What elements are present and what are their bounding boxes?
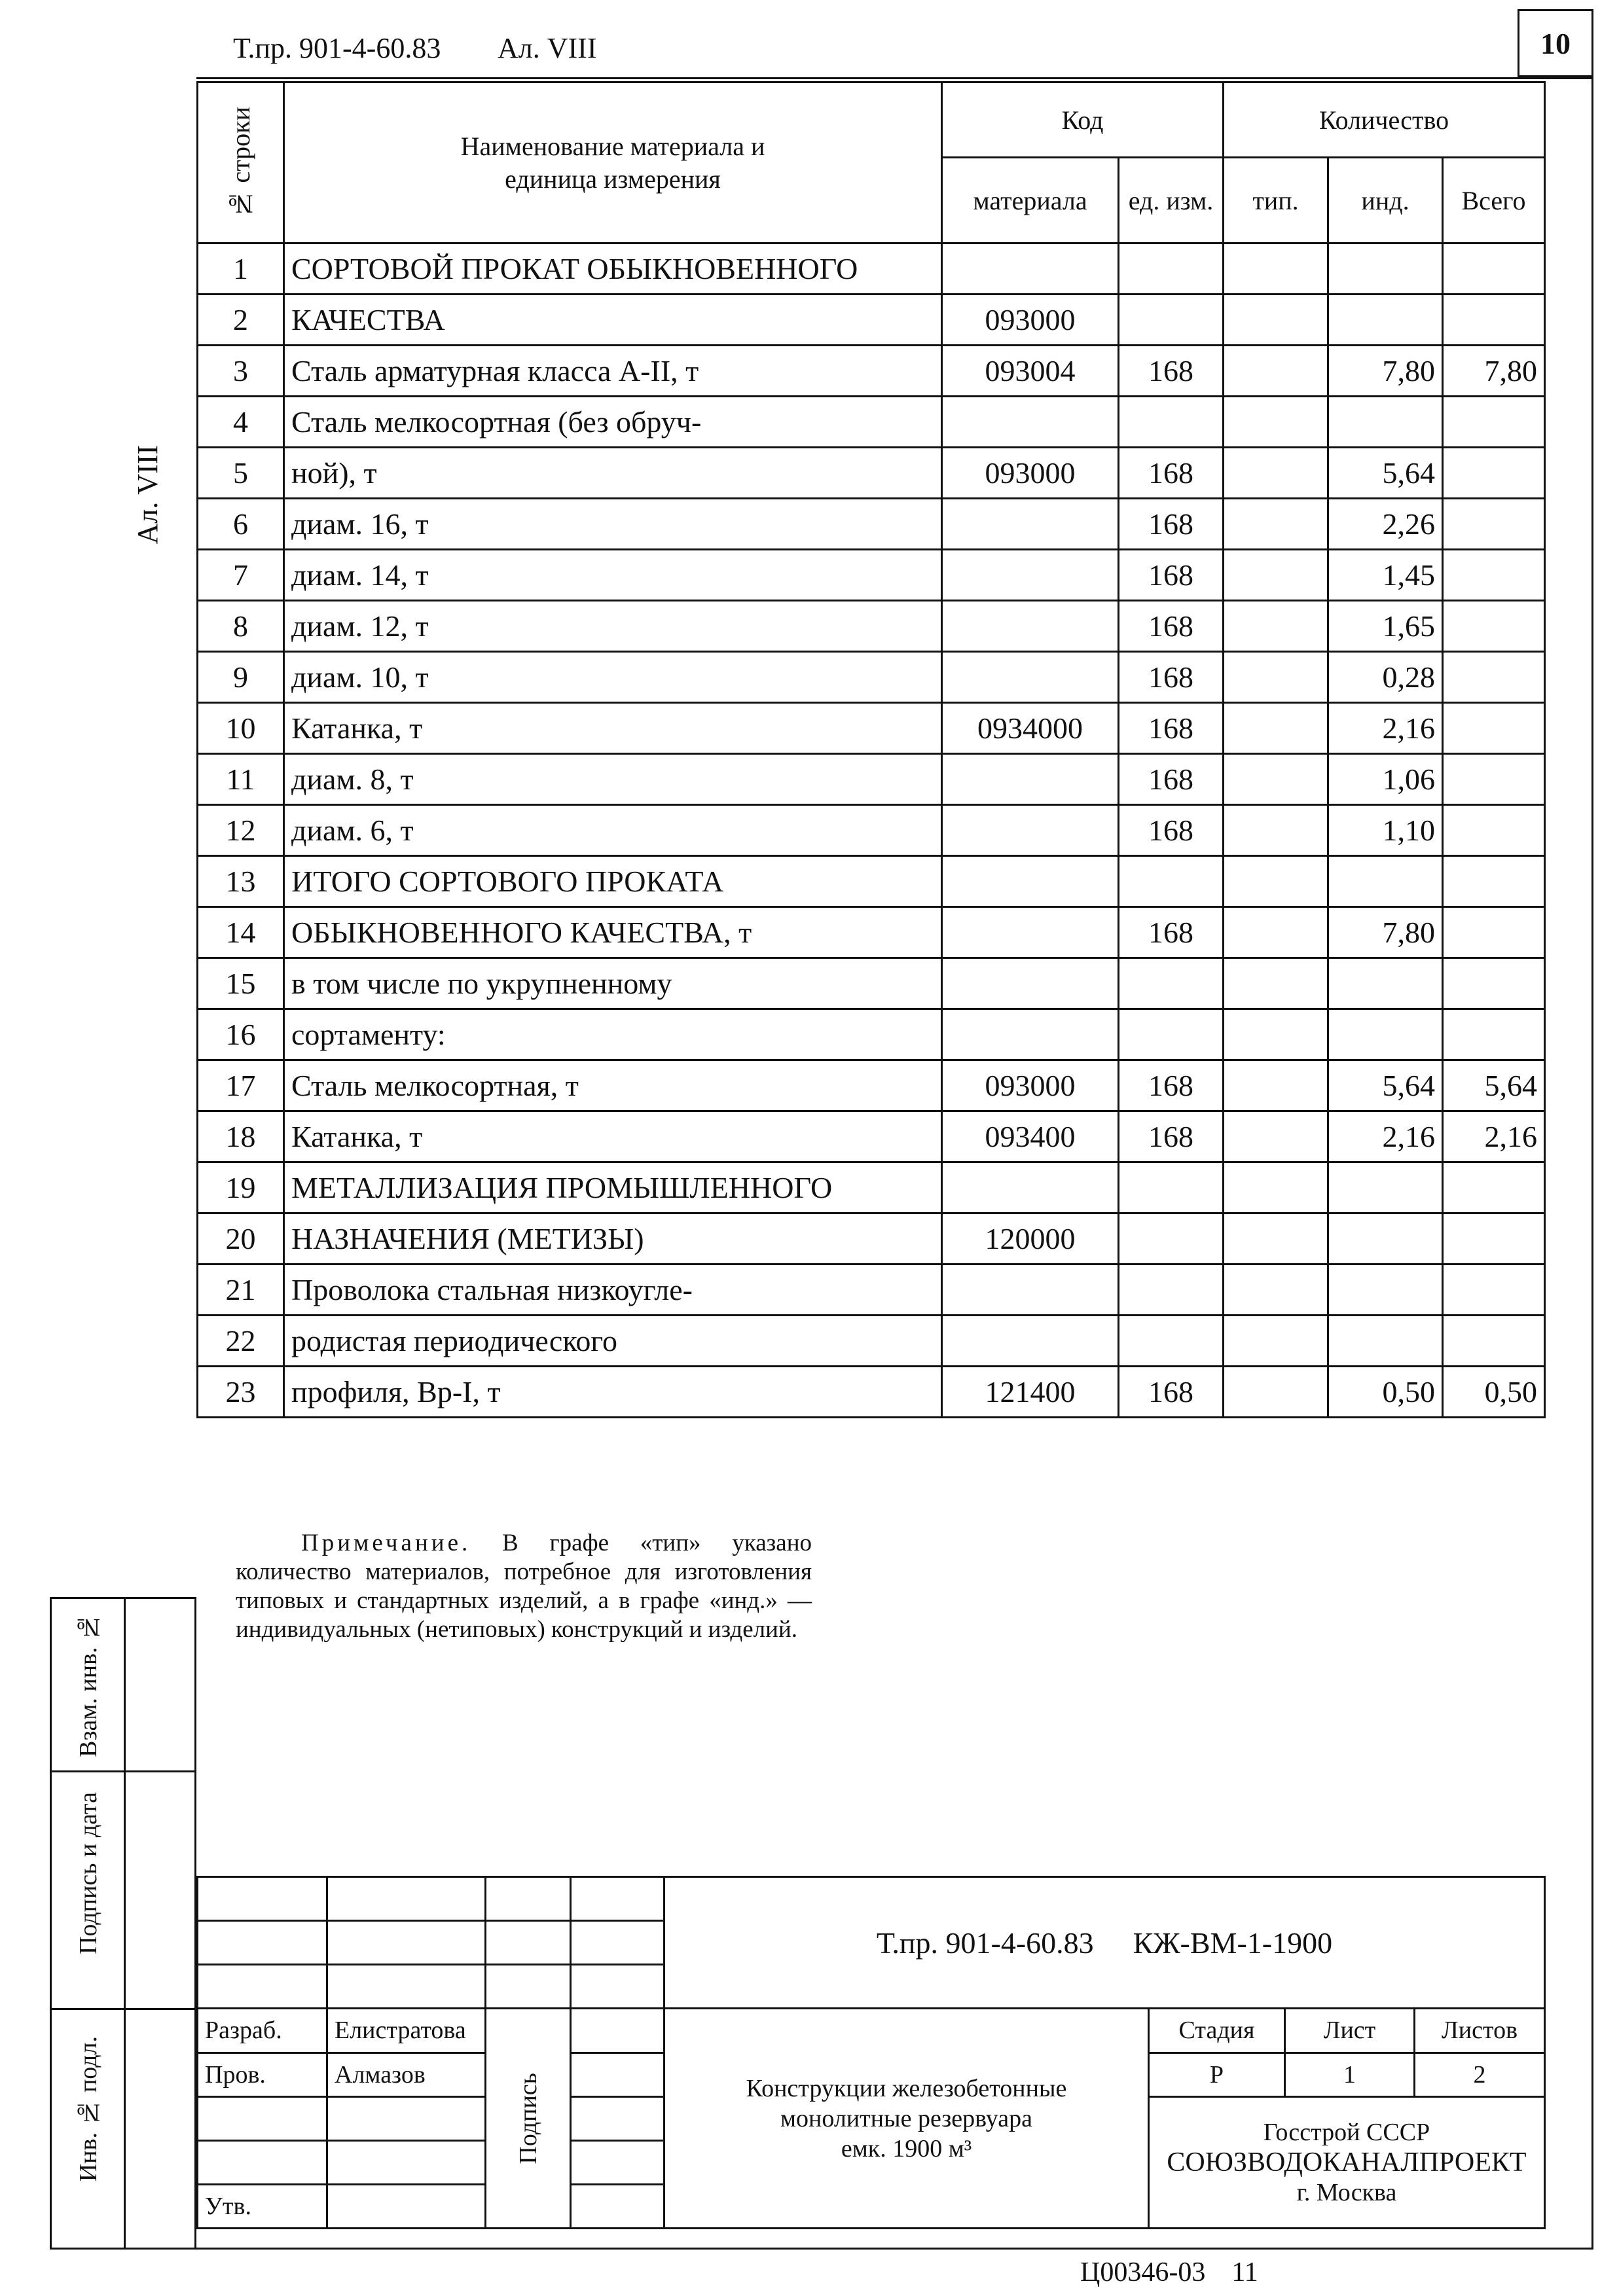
material-name: диам. 8, т (284, 754, 942, 805)
material-name: сортаменту: (284, 1009, 942, 1060)
qty-total (1443, 550, 1545, 601)
note-label: Примечание. (301, 1530, 471, 1556)
row-number: 22 (198, 1316, 284, 1367)
material-code (942, 1162, 1119, 1213)
row-number: 11 (198, 754, 284, 805)
original-inventory-label: Инв. № подл. (75, 2036, 102, 2182)
unit-code: 168 (1119, 805, 1224, 856)
unit-code: 168 (1119, 907, 1224, 958)
qty-ind: 5,64 (1328, 448, 1443, 499)
material-name: ОБЫКНОВЕННОГО КАЧЕСТВА, т (284, 907, 942, 958)
material-name: ной), т (284, 448, 942, 499)
qty-total: 7,80 (1443, 346, 1545, 397)
material-name: Катанка, т (284, 1111, 942, 1162)
qty-total (1443, 499, 1545, 550)
unit-code (1119, 856, 1224, 907)
qty-typ (1224, 1316, 1328, 1367)
stamp-sheet-code: КЖ-ВМ-1-1900 (1133, 1926, 1333, 1960)
sheets-label: Листов (1415, 2009, 1545, 2053)
qty-ind: 1,06 (1328, 754, 1443, 805)
unit-code: 168 (1119, 703, 1224, 754)
material-code (942, 601, 1119, 652)
material-code: 093000 (942, 295, 1119, 346)
unit-code: 168 (1119, 448, 1224, 499)
material-code (942, 1265, 1119, 1316)
qty-ind: 2,16 (1328, 1111, 1443, 1162)
exchange-inventory-label: Взам. инв. № (75, 1613, 102, 1757)
qty-ind: 1,10 (1328, 805, 1443, 856)
sign-date-label: Подпись и дата (75, 1792, 102, 1955)
unit-code (1119, 1316, 1224, 1367)
material-name: диам. 6, т (284, 805, 942, 856)
material-code (942, 1316, 1119, 1367)
qty-total (1443, 958, 1545, 1009)
frame-bottom-line (50, 2248, 1593, 2250)
material-name: родистая периодического (284, 1316, 942, 1367)
exchange-inventory-box (50, 1597, 196, 1772)
original-inventory-box (50, 2008, 196, 2250)
frame-right-line (1591, 9, 1593, 2248)
header-typ: тип. (1224, 158, 1328, 243)
qty-typ (1224, 754, 1328, 805)
unit-code: 168 (1119, 601, 1224, 652)
qty-ind (1328, 958, 1443, 1009)
table-row (198, 703, 1545, 754)
material-code: 093400 (942, 1111, 1119, 1162)
qty-ind: 7,80 (1328, 907, 1443, 958)
qty-total (1443, 295, 1545, 346)
table-row (198, 1213, 1545, 1265)
qty-typ (1224, 1367, 1328, 1418)
material-code: 0934000 (942, 703, 1119, 754)
title-block (196, 1876, 1546, 2229)
row-number: 5 (198, 448, 284, 499)
header-code: Код (942, 82, 1224, 158)
material-code (942, 958, 1119, 1009)
row-number: 3 (198, 346, 284, 397)
qty-typ (1224, 448, 1328, 499)
qty-typ (1224, 346, 1328, 397)
qty-typ (1224, 856, 1328, 907)
sheets-value: 2 (1415, 2053, 1545, 2096)
material-name: Проволока стальная низкоугле- (284, 1265, 942, 1316)
table-row (198, 499, 1545, 550)
qty-total (1443, 1213, 1545, 1265)
header-unit: ед. изм. (1119, 158, 1224, 243)
row-number: 10 (198, 703, 284, 754)
footer-page: 11 (1231, 2257, 1258, 2287)
material-name: Сталь арматурная класса А-II, т (284, 346, 942, 397)
row-number: 21 (198, 1265, 284, 1316)
sheet-label: Лист (1285, 2009, 1415, 2053)
material-code (942, 1009, 1119, 1060)
qty-ind: 5,64 (1328, 1060, 1443, 1111)
qty-total (1443, 856, 1545, 907)
table-row (198, 397, 1545, 448)
unit-code: 168 (1119, 1111, 1224, 1162)
unit-code (1119, 1162, 1224, 1213)
material-name: диам. 14, т (284, 550, 942, 601)
qty-total: 5,64 (1443, 1060, 1545, 1111)
qty-typ (1224, 243, 1328, 295)
unit-code (1119, 397, 1224, 448)
qty-typ (1224, 1265, 1328, 1316)
qty-ind (1328, 856, 1443, 907)
sheet-value: 1 (1285, 2053, 1415, 2096)
row-number: 19 (198, 1162, 284, 1213)
material-code (942, 907, 1119, 958)
table-row (198, 346, 1545, 397)
table-row (198, 1367, 1545, 1418)
unit-code: 168 (1119, 499, 1224, 550)
unit-code (1119, 243, 1224, 295)
qty-typ (1224, 499, 1328, 550)
note-body: В графе «тип» указано количество материалов, потребное для изготовления типовых и стандартных изделий, а в графе «инд.» — индивидуальных (нетиповых) конструкций и изделий. (236, 1530, 812, 1643)
qty-typ (1224, 397, 1328, 448)
sign-date-box (50, 1770, 196, 2010)
qty-total (1443, 448, 1545, 499)
qty-typ (1224, 1162, 1328, 1213)
signature-column: Подпись (486, 2009, 571, 2229)
row-number: 17 (198, 1060, 284, 1111)
header-name: Наименование материала и единица измерения (284, 82, 942, 243)
qty-total (1443, 1009, 1545, 1060)
table-row (198, 448, 1545, 499)
table-row (198, 1111, 1545, 1162)
qty-total: 2,16 (1443, 1111, 1545, 1162)
material-name: СОРТОВОЙ ПРОКАТ ОБЫКНОВЕННОГО (284, 243, 942, 295)
material-name: диам. 16, т (284, 499, 942, 550)
qty-ind (1328, 1316, 1443, 1367)
qty-ind: 0,50 (1328, 1367, 1443, 1418)
qty-typ (1224, 601, 1328, 652)
table-row (198, 856, 1545, 907)
unit-code (1119, 1009, 1224, 1060)
stamp-title: Конструкции железобетонные монолитные резервуара емк. 1900 м³ (664, 2009, 1149, 2229)
table-row (198, 550, 1545, 601)
unit-code: 168 (1119, 652, 1224, 703)
qty-total (1443, 703, 1545, 754)
material-code (942, 550, 1119, 601)
table-row (198, 601, 1545, 652)
qty-typ (1224, 703, 1328, 754)
stage-value: Р (1149, 2053, 1285, 2096)
qty-total (1443, 652, 1545, 703)
row-number: 4 (198, 397, 284, 448)
header-ind: инд. (1328, 158, 1443, 243)
table-row (198, 958, 1545, 1009)
table-row (198, 295, 1545, 346)
qty-ind (1328, 1265, 1443, 1316)
qty-ind (1328, 1213, 1443, 1265)
qty-typ (1224, 1111, 1328, 1162)
header-row-number: № строки (198, 82, 284, 243)
row-number: 9 (198, 652, 284, 703)
qty-typ (1224, 1009, 1328, 1060)
stage-label: Стадия (1149, 2009, 1285, 2053)
note-text (236, 1529, 812, 1644)
unit-code (1119, 1213, 1224, 1265)
qty-ind (1328, 243, 1443, 295)
stamp-doc-code: Т.пр. 901-4-60.83 (876, 1926, 1094, 1960)
material-name: МЕТАЛЛИЗАЦИЯ ПРОМЫШЛЕННОГО (284, 1162, 942, 1213)
row-number: 6 (198, 499, 284, 550)
unit-code: 168 (1119, 550, 1224, 601)
row-number: 14 (198, 907, 284, 958)
qty-typ (1224, 550, 1328, 601)
stamp-code-cell (664, 1877, 1545, 2009)
table-row (198, 1009, 1545, 1060)
qty-total (1443, 805, 1545, 856)
row-number: 20 (198, 1213, 284, 1265)
checked-name: Алмазов (327, 2053, 486, 2096)
table-row (198, 1316, 1545, 1367)
qty-total (1443, 754, 1545, 805)
materials-table (196, 81, 1546, 1418)
organization: Госстрой СССР СОЮЗВОДОКАНАЛПРОЕКТ г. Москва (1149, 2096, 1545, 2228)
unit-code: 168 (1119, 1367, 1224, 1418)
qty-ind (1328, 295, 1443, 346)
header-total: Всего (1443, 158, 1545, 243)
qty-total (1443, 1316, 1545, 1367)
material-code: 093000 (942, 1060, 1119, 1111)
checked-label: Пров. (198, 2053, 327, 2096)
material-name: Катанка, т (284, 703, 942, 754)
material-code (942, 805, 1119, 856)
material-name: КАЧЕСТВА (284, 295, 942, 346)
material-code (942, 499, 1119, 550)
table-row (198, 1265, 1545, 1316)
material-code: 093000 (942, 448, 1119, 499)
material-name: ИТОГО СОРТОВОГО ПРОКАТА (284, 856, 942, 907)
material-name: в том числе по укрупненному (284, 958, 942, 1009)
qty-typ (1224, 1213, 1328, 1265)
material-name: диам. 10, т (284, 652, 942, 703)
unit-code (1119, 1265, 1224, 1316)
qty-typ (1224, 958, 1328, 1009)
table-row (198, 805, 1545, 856)
qty-total (1443, 243, 1545, 295)
material-code (942, 754, 1119, 805)
unit-code (1119, 295, 1224, 346)
qty-total: 0,50 (1443, 1367, 1545, 1418)
material-code: 093004 (942, 346, 1119, 397)
table-row (198, 907, 1545, 958)
material-name: диам. 12, т (284, 601, 942, 652)
table-row (198, 243, 1545, 295)
unit-code: 168 (1119, 1060, 1224, 1111)
material-code (942, 856, 1119, 907)
page-number: 10 (1518, 9, 1593, 77)
qty-typ (1224, 295, 1328, 346)
row-number: 15 (198, 958, 284, 1009)
developed-label: Разраб. (198, 2009, 327, 2053)
qty-ind: 1,65 (1328, 601, 1443, 652)
qty-ind (1328, 397, 1443, 448)
material-name: Сталь мелкосортная, т (284, 1060, 942, 1111)
material-name: профиля, Вр-I, т (284, 1367, 942, 1418)
row-number: 13 (198, 856, 284, 907)
material-code (942, 652, 1119, 703)
footer-doc-code: Ц00346-03 (1080, 2257, 1206, 2287)
qty-total (1443, 397, 1545, 448)
qty-typ (1224, 907, 1328, 958)
approved-label: Утв. (198, 2184, 327, 2228)
material-code (942, 243, 1119, 295)
material-name: НАЗНАЧЕНИЯ (МЕТИЗЫ) (284, 1213, 942, 1265)
qty-total (1443, 1162, 1545, 1213)
qty-total (1443, 601, 1545, 652)
frame-top-line (196, 77, 1593, 79)
qty-typ (1224, 805, 1328, 856)
qty-total (1443, 1265, 1545, 1316)
qty-total (1443, 907, 1545, 958)
qty-ind: 1,45 (1328, 550, 1443, 601)
footer-code (1080, 2257, 1258, 2288)
side-album-label: Ал. VIII (132, 445, 164, 545)
material-code: 121400 (942, 1367, 1119, 1418)
qty-ind: 2,16 (1328, 703, 1443, 754)
qty-typ (1224, 652, 1328, 703)
header-quantity: Количество (1224, 82, 1545, 158)
material-code (942, 397, 1119, 448)
table-row (198, 1060, 1545, 1111)
qty-ind: 7,80 (1328, 346, 1443, 397)
table-row (198, 652, 1545, 703)
qty-ind: 0,28 (1328, 652, 1443, 703)
album-label: Ал. VIII (498, 32, 597, 64)
row-number: 18 (198, 1111, 284, 1162)
developed-name: Елистратова (327, 2009, 486, 2053)
header-material-code: материала (942, 158, 1119, 243)
row-number: 1 (198, 243, 284, 295)
qty-ind (1328, 1162, 1443, 1213)
qty-ind (1328, 1009, 1443, 1060)
row-number: 2 (198, 295, 284, 346)
row-number: 23 (198, 1367, 284, 1418)
unit-code (1119, 958, 1224, 1009)
unit-code: 168 (1119, 346, 1224, 397)
row-number: 7 (198, 550, 284, 601)
doc-reference: Т.пр. 901-4-60.83 (233, 32, 441, 64)
row-number: 8 (198, 601, 284, 652)
table-row (198, 754, 1545, 805)
unit-code: 168 (1119, 754, 1224, 805)
table-row (198, 1162, 1545, 1213)
material-code: 120000 (942, 1213, 1119, 1265)
qty-ind: 2,26 (1328, 499, 1443, 550)
row-number: 16 (198, 1009, 284, 1060)
row-number: 12 (198, 805, 284, 856)
material-name: Сталь мелкосортная (без обруч- (284, 397, 942, 448)
qty-typ (1224, 1060, 1328, 1111)
